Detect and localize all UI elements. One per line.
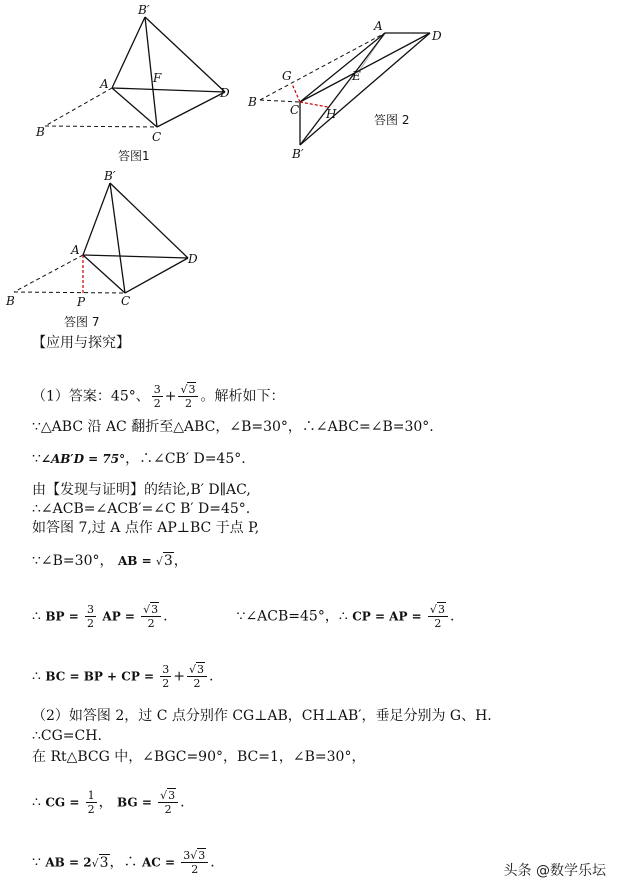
line-2: ∵△ABC 沿 AC 翻折至△ABC，∠B=30°，∴∠ABC=∠B=30°.	[32, 419, 434, 435]
fig2-label-b-prime: B′	[292, 147, 304, 161]
line-9: ∴ BC = BP + CP = $\frac{3}{2}$ + $\frac{√3}{2}$ .	[32, 663, 214, 690]
fig7-label-d: D	[188, 252, 198, 266]
fig2-label-c: C	[290, 103, 300, 117]
line-13: ∴ CG = $\frac{1}{2}$ ， BG = $\frac{√3}{2}$ .	[32, 789, 185, 816]
fig7-label-b: B	[6, 294, 15, 308]
fig2-label-d: D	[432, 29, 442, 43]
line-14: ∵ AB = 2√3，∴ AC = $\frac{3√3}{2}$ .	[32, 849, 215, 876]
figure-7	[0, 165, 240, 335]
fig1-label-b-prime: B′	[138, 3, 150, 17]
fig2-label-b: B	[248, 95, 257, 109]
fig1-label-d: D	[220, 86, 230, 100]
figure-2	[240, 0, 460, 170]
line-11: ∴CG=CH.	[32, 728, 102, 744]
fig7-label-p: P	[77, 295, 86, 309]
line-answer-1: （1）答案：45°、 $\frac{3}{2}$ + $\frac{√3}{2}$ 。解析如下：	[32, 383, 285, 410]
fig7-label-a: A	[71, 243, 80, 257]
line-5: ∴∠ACB=∠ACB′=∠C B′ D=45°.	[32, 501, 251, 517]
fig2-label-e: E	[352, 69, 361, 83]
watermark: 头条 @数学乐坛	[503, 863, 606, 879]
fig7-label-b-prime: B′	[104, 169, 116, 183]
line-3: ∵∠AB′D = 75°，∴∠CB′ D=45°.	[32, 451, 246, 467]
fig2-label-h: H	[326, 107, 337, 121]
fig1-label-c: C	[152, 130, 162, 144]
fig2-caption: 答图 2	[374, 113, 410, 127]
fig1-caption: 答图1	[118, 149, 150, 163]
fig7-label-c: C	[121, 294, 131, 308]
fig2-label-g: G	[282, 69, 292, 83]
line-8: ∴ BP = $\frac{3}{2}$ AP = $\frac{√3}{2}$ . ∵∠ACB=45°，∴ CP = AP = $\frac{√3}{2}$ .	[32, 603, 455, 630]
line-7: ∵∠B=30°， AB = √3，	[32, 553, 188, 569]
section-title: 【应用与探究】	[32, 335, 130, 351]
figure-1	[0, 0, 260, 170]
line-12: 在 Rt△BCG 中，∠BGC=90°，BC=1，∠B=30°，	[32, 749, 366, 765]
line-6: 如答图 7,过 A 点作 AP⊥BC 于点 P,	[32, 520, 260, 536]
fig1-label-a: A	[100, 77, 109, 91]
fig1-label-b: B	[36, 125, 45, 139]
fig2-label-a: A	[374, 19, 383, 33]
line-10: （2）如答图 2，过 C 点分别作 CG⊥AB，CH⊥AB′，垂足分别为 G、H.	[32, 708, 492, 724]
fig1-label-f: F	[153, 71, 162, 85]
line-4: 由【发现与证明】的结论,B′ D∥AC,	[32, 482, 251, 498]
fig7-caption: 答图 7	[64, 315, 100, 329]
